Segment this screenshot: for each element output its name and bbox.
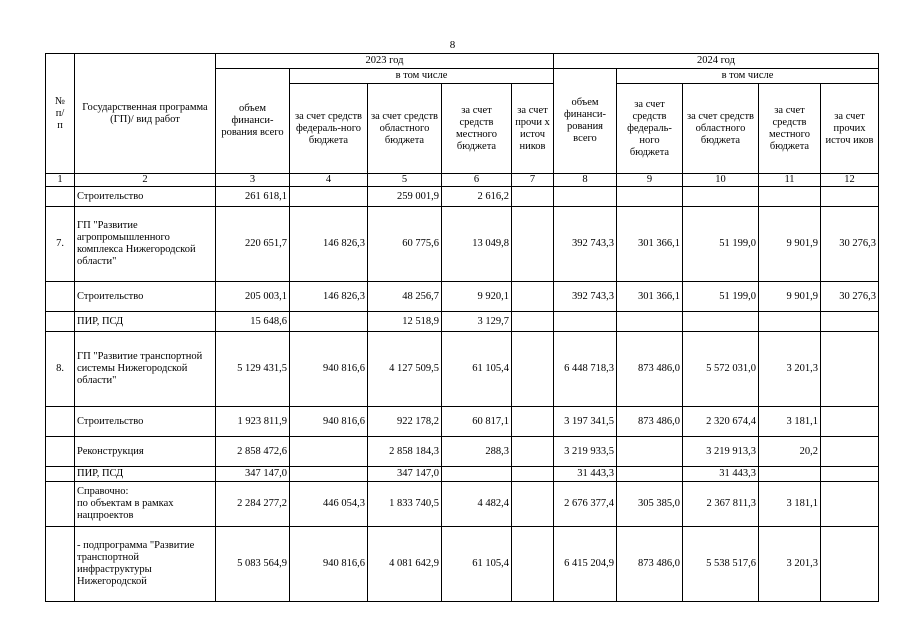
amount-cell: 31 443,3: [554, 467, 617, 482]
amount-cell: 4 081 642,9: [368, 527, 442, 602]
amount-cell: 2 858 184,3: [368, 437, 442, 467]
table-row: [46, 437, 879, 467]
amount-cell: 2 676 377,4: [554, 482, 617, 527]
amount-cell: 392 743,3: [554, 282, 617, 312]
amount-cell: 13 049,8: [442, 207, 512, 282]
amount-cell: [512, 467, 554, 482]
amount-cell: 60 775,6: [368, 207, 442, 282]
program-name: Строительство: [75, 187, 216, 207]
amount-cell: 5 538 517,6: [683, 527, 759, 602]
program-name: Реконструкция: [75, 437, 216, 467]
row-number: 7.: [46, 207, 75, 282]
amount-cell: [683, 187, 759, 207]
program-name: ГП "Развитие транспортной системы Нижегородской области": [75, 332, 216, 407]
amount-cell: 6 415 204,9: [554, 527, 617, 602]
amount-cell: 9 920,1: [442, 282, 512, 312]
row-number: [46, 467, 75, 482]
row-number: 8.: [46, 332, 75, 407]
column-index: 9: [617, 174, 683, 187]
amount-cell: 873 486,0: [617, 527, 683, 602]
amount-cell: [512, 527, 554, 602]
amount-cell: 288,3: [442, 437, 512, 467]
header-regional-2024: за счет средств областного бюджета: [683, 84, 759, 174]
amount-cell: 51 199,0: [683, 282, 759, 312]
amount-cell: 12 518,9: [368, 312, 442, 332]
column-index: 2: [75, 174, 216, 187]
header-other-2023: за счет прочи х источ ников: [512, 84, 554, 174]
amount-cell: [821, 312, 879, 332]
column-index: 8: [554, 174, 617, 187]
amount-cell: [290, 187, 368, 207]
program-name: ПИР, ПСД: [75, 467, 216, 482]
amount-cell: 940 816,6: [290, 332, 368, 407]
amount-cell: 2 320 674,4: [683, 407, 759, 437]
table-row: [46, 207, 879, 282]
amount-cell: 261 618,1: [216, 187, 290, 207]
table-row: [46, 332, 879, 407]
amount-cell: 2 284 277,2: [216, 482, 290, 527]
column-index: 1: [46, 174, 75, 187]
table-row: [46, 312, 879, 332]
amount-cell: [617, 312, 683, 332]
budget-table: [45, 53, 879, 602]
amount-cell: [554, 312, 617, 332]
amount-cell: 60 817,1: [442, 407, 512, 437]
amount-cell: 940 816,6: [290, 527, 368, 602]
table-row: [46, 467, 879, 482]
header-federal-2023: за счет средств федераль-ного бюджета: [290, 84, 368, 174]
amount-cell: [512, 207, 554, 282]
amount-cell: 5 083 564,9: [216, 527, 290, 602]
amount-cell: [512, 407, 554, 437]
amount-cell: 4 127 509,5: [368, 332, 442, 407]
amount-cell: 30 276,3: [821, 207, 879, 282]
amount-cell: 347 147,0: [368, 467, 442, 482]
header-local-2024: за счет средств местного бюджета: [759, 84, 821, 174]
amount-cell: 146 826,3: [290, 207, 368, 282]
header-other-2024: за счет прочих источ иков: [821, 84, 879, 174]
amount-cell: [512, 187, 554, 207]
amount-cell: 3 181,1: [759, 482, 821, 527]
header-regional-2023: за счет средств областного бюджета: [368, 84, 442, 174]
amount-cell: [290, 437, 368, 467]
program-name: ГП "Развитие агропромышленного комплекса Нижегородской области": [75, 207, 216, 282]
amount-cell: 1 923 811,9: [216, 407, 290, 437]
row-number: [46, 312, 75, 332]
header-year-2023: 2023 год: [216, 54, 554, 69]
amount-cell: 5 572 031,0: [683, 332, 759, 407]
amount-cell: [512, 282, 554, 312]
row-number: [46, 482, 75, 527]
row-number: [46, 527, 75, 602]
program-name: ПИР, ПСД: [75, 312, 216, 332]
amount-cell: [821, 332, 879, 407]
amount-cell: [759, 467, 821, 482]
table-row: [46, 482, 879, 527]
amount-cell: 3 219 933,5: [554, 437, 617, 467]
header-program: Государственная программа (ГП)/ вид работ: [75, 54, 216, 174]
amount-cell: [821, 437, 879, 467]
amount-cell: 30 276,3: [821, 282, 879, 312]
amount-cell: [617, 437, 683, 467]
amount-cell: 20,2: [759, 437, 821, 467]
amount-cell: 31 443,3: [683, 467, 759, 482]
amount-cell: 3 219 913,3: [683, 437, 759, 467]
header-year-2024: 2024 год: [554, 54, 879, 69]
amount-cell: 9 901,9: [759, 207, 821, 282]
row-number: [46, 437, 75, 467]
table-row: [46, 527, 879, 602]
header-in-total-2023: в том числе: [290, 69, 554, 84]
amount-cell: [512, 312, 554, 332]
amount-cell: 305 385,0: [617, 482, 683, 527]
amount-cell: 2 367 811,3: [683, 482, 759, 527]
amount-cell: [290, 312, 368, 332]
amount-cell: [512, 332, 554, 407]
header-total-2023: объем финанси-рования всего: [216, 69, 290, 174]
amount-cell: [617, 467, 683, 482]
amount-cell: 922 178,2: [368, 407, 442, 437]
program-name: Строительство: [75, 282, 216, 312]
column-index: 3: [216, 174, 290, 187]
amount-cell: 392 743,3: [554, 207, 617, 282]
amount-cell: [290, 467, 368, 482]
amount-cell: 446 054,3: [290, 482, 368, 527]
row-number: [46, 282, 75, 312]
header-in-total-2024: в том числе: [617, 69, 879, 84]
amount-cell: [821, 482, 879, 527]
program-name: Справочно: по объектам в рамках нацпроектов: [75, 482, 216, 527]
table-row: [46, 187, 879, 207]
amount-cell: 48 256,7: [368, 282, 442, 312]
column-index: 4: [290, 174, 368, 187]
amount-cell: 15 648,6: [216, 312, 290, 332]
amount-cell: [821, 467, 879, 482]
program-name: Строительство: [75, 407, 216, 437]
amount-cell: 940 816,6: [290, 407, 368, 437]
column-index: 7: [512, 174, 554, 187]
amount-cell: 61 105,4: [442, 332, 512, 407]
amount-cell: 5 129 431,5: [216, 332, 290, 407]
page-number: 8: [449, 39, 456, 51]
amount-cell: 3 181,1: [759, 407, 821, 437]
column-index: 6: [442, 174, 512, 187]
amount-cell: 220 651,7: [216, 207, 290, 282]
amount-cell: 61 105,4: [442, 527, 512, 602]
column-index-row: [46, 174, 879, 187]
amount-cell: 9 901,9: [759, 282, 821, 312]
program-name: - подпрограмма "Развитие транспортной инфраструктуры Нижегородской: [75, 527, 216, 602]
amount-cell: 347 147,0: [216, 467, 290, 482]
amount-cell: [821, 527, 879, 602]
amount-cell: 3 201,3: [759, 527, 821, 602]
amount-cell: [617, 187, 683, 207]
column-index: 10: [683, 174, 759, 187]
row-number: [46, 187, 75, 207]
column-index: 12: [821, 174, 879, 187]
amount-cell: 1 833 740,5: [368, 482, 442, 527]
amount-cell: 259 001,9: [368, 187, 442, 207]
amount-cell: 301 366,1: [617, 282, 683, 312]
amount-cell: [683, 312, 759, 332]
amount-cell: 873 486,0: [617, 332, 683, 407]
amount-cell: 2 616,2: [442, 187, 512, 207]
amount-cell: 205 003,1: [216, 282, 290, 312]
amount-cell: 6 448 718,3: [554, 332, 617, 407]
header-total-2024: объем финанси-рования всего: [554, 69, 617, 174]
amount-cell: [759, 312, 821, 332]
amount-cell: [821, 407, 879, 437]
amount-cell: [554, 187, 617, 207]
amount-cell: 3 129,7: [442, 312, 512, 332]
column-index: 11: [759, 174, 821, 187]
row-number: [46, 407, 75, 437]
amount-cell: 4 482,4: [442, 482, 512, 527]
amount-cell: 3 201,3: [759, 332, 821, 407]
amount-cell: [512, 437, 554, 467]
header-no: № п/ п: [46, 54, 75, 174]
table-row: [46, 407, 879, 437]
amount-cell: 873 486,0: [617, 407, 683, 437]
amount-cell: 146 826,3: [290, 282, 368, 312]
amount-cell: [512, 482, 554, 527]
header-local-2023: за счет средств местного бюджета: [442, 84, 512, 174]
amount-cell: 301 366,1: [617, 207, 683, 282]
table-row: [46, 282, 879, 312]
header-federal-2024: за счет средств федераль-ного бюджета: [617, 84, 683, 174]
amount-cell: 3 197 341,5: [554, 407, 617, 437]
amount-cell: [442, 467, 512, 482]
column-index: 5: [368, 174, 442, 187]
amount-cell: 51 199,0: [683, 207, 759, 282]
amount-cell: [759, 187, 821, 207]
amount-cell: 2 858 472,6: [216, 437, 290, 467]
amount-cell: [821, 187, 879, 207]
